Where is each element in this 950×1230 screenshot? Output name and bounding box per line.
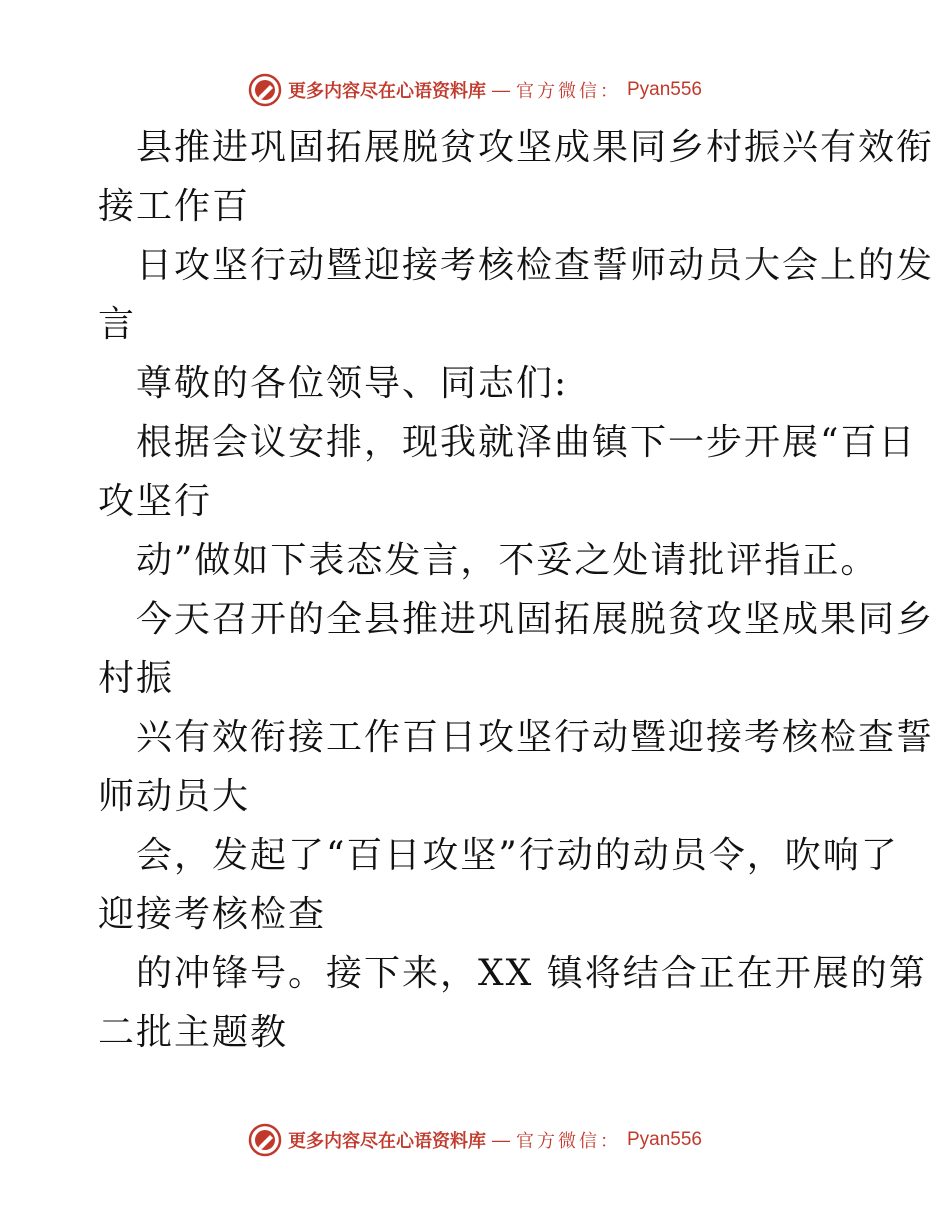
- text-line: 二批主题教: [98, 1012, 289, 1053]
- watermark-official-label: 官方微信：: [515, 81, 621, 102]
- watermark-site-text: 更多内容尽在心语资料库: [287, 81, 486, 102]
- watermark-official-label: 官方微信：: [515, 1131, 621, 1152]
- text-line: 日攻坚行动暨迎接考核检查誓师动员大会上的发: [136, 245, 935, 286]
- watermark-wechat-id: Pyan556: [626, 79, 702, 100]
- text-line: 会，发起了“百日攻坚”行动的动员令，吹响了: [136, 835, 899, 876]
- text-line: 动”做如下表态发言，不妥之处请批评指正。: [136, 540, 879, 581]
- pen-logo-icon: [248, 1123, 282, 1157]
- text-line: 村振: [98, 658, 175, 699]
- text-line: 兴有效衔接工作百日攻坚行动暨迎接考核检查誓: [136, 717, 935, 758]
- watermark-wechat-id: Pyan556: [626, 1129, 702, 1150]
- text-line: 言: [98, 304, 137, 345]
- text-line: 今天召开的全县推进巩固拓展脱贫攻坚成果同乡: [136, 599, 935, 640]
- document-body: [98, 118, 935, 1062]
- pen-logo-icon: [248, 73, 282, 107]
- text-line: 县推进巩固拓展脱贫攻坚成果同乡村振兴有效衔: [136, 127, 935, 168]
- watermark-site-text: 更多内容尽在心语资料库: [287, 1131, 486, 1152]
- text-line: 尊敬的各位领导、同志们:: [136, 363, 569, 404]
- text-line: 攻坚行: [98, 481, 213, 522]
- footer-watermark: [0, 1120, 950, 1160]
- text-line: 根据会议安排，现我就泽曲镇下一步开展“百日: [136, 422, 917, 463]
- header-watermark: [0, 70, 950, 110]
- watermark-dash: —: [491, 1129, 510, 1150]
- text-line: 师动员大: [98, 776, 251, 817]
- text-line: 迎接考核检查: [98, 894, 327, 935]
- text-line: 的冲锋号。接下来，XX 镇将结合正在开展的第: [136, 953, 927, 994]
- watermark-dash: —: [491, 79, 510, 100]
- text-line: 接工作百: [98, 186, 251, 227]
